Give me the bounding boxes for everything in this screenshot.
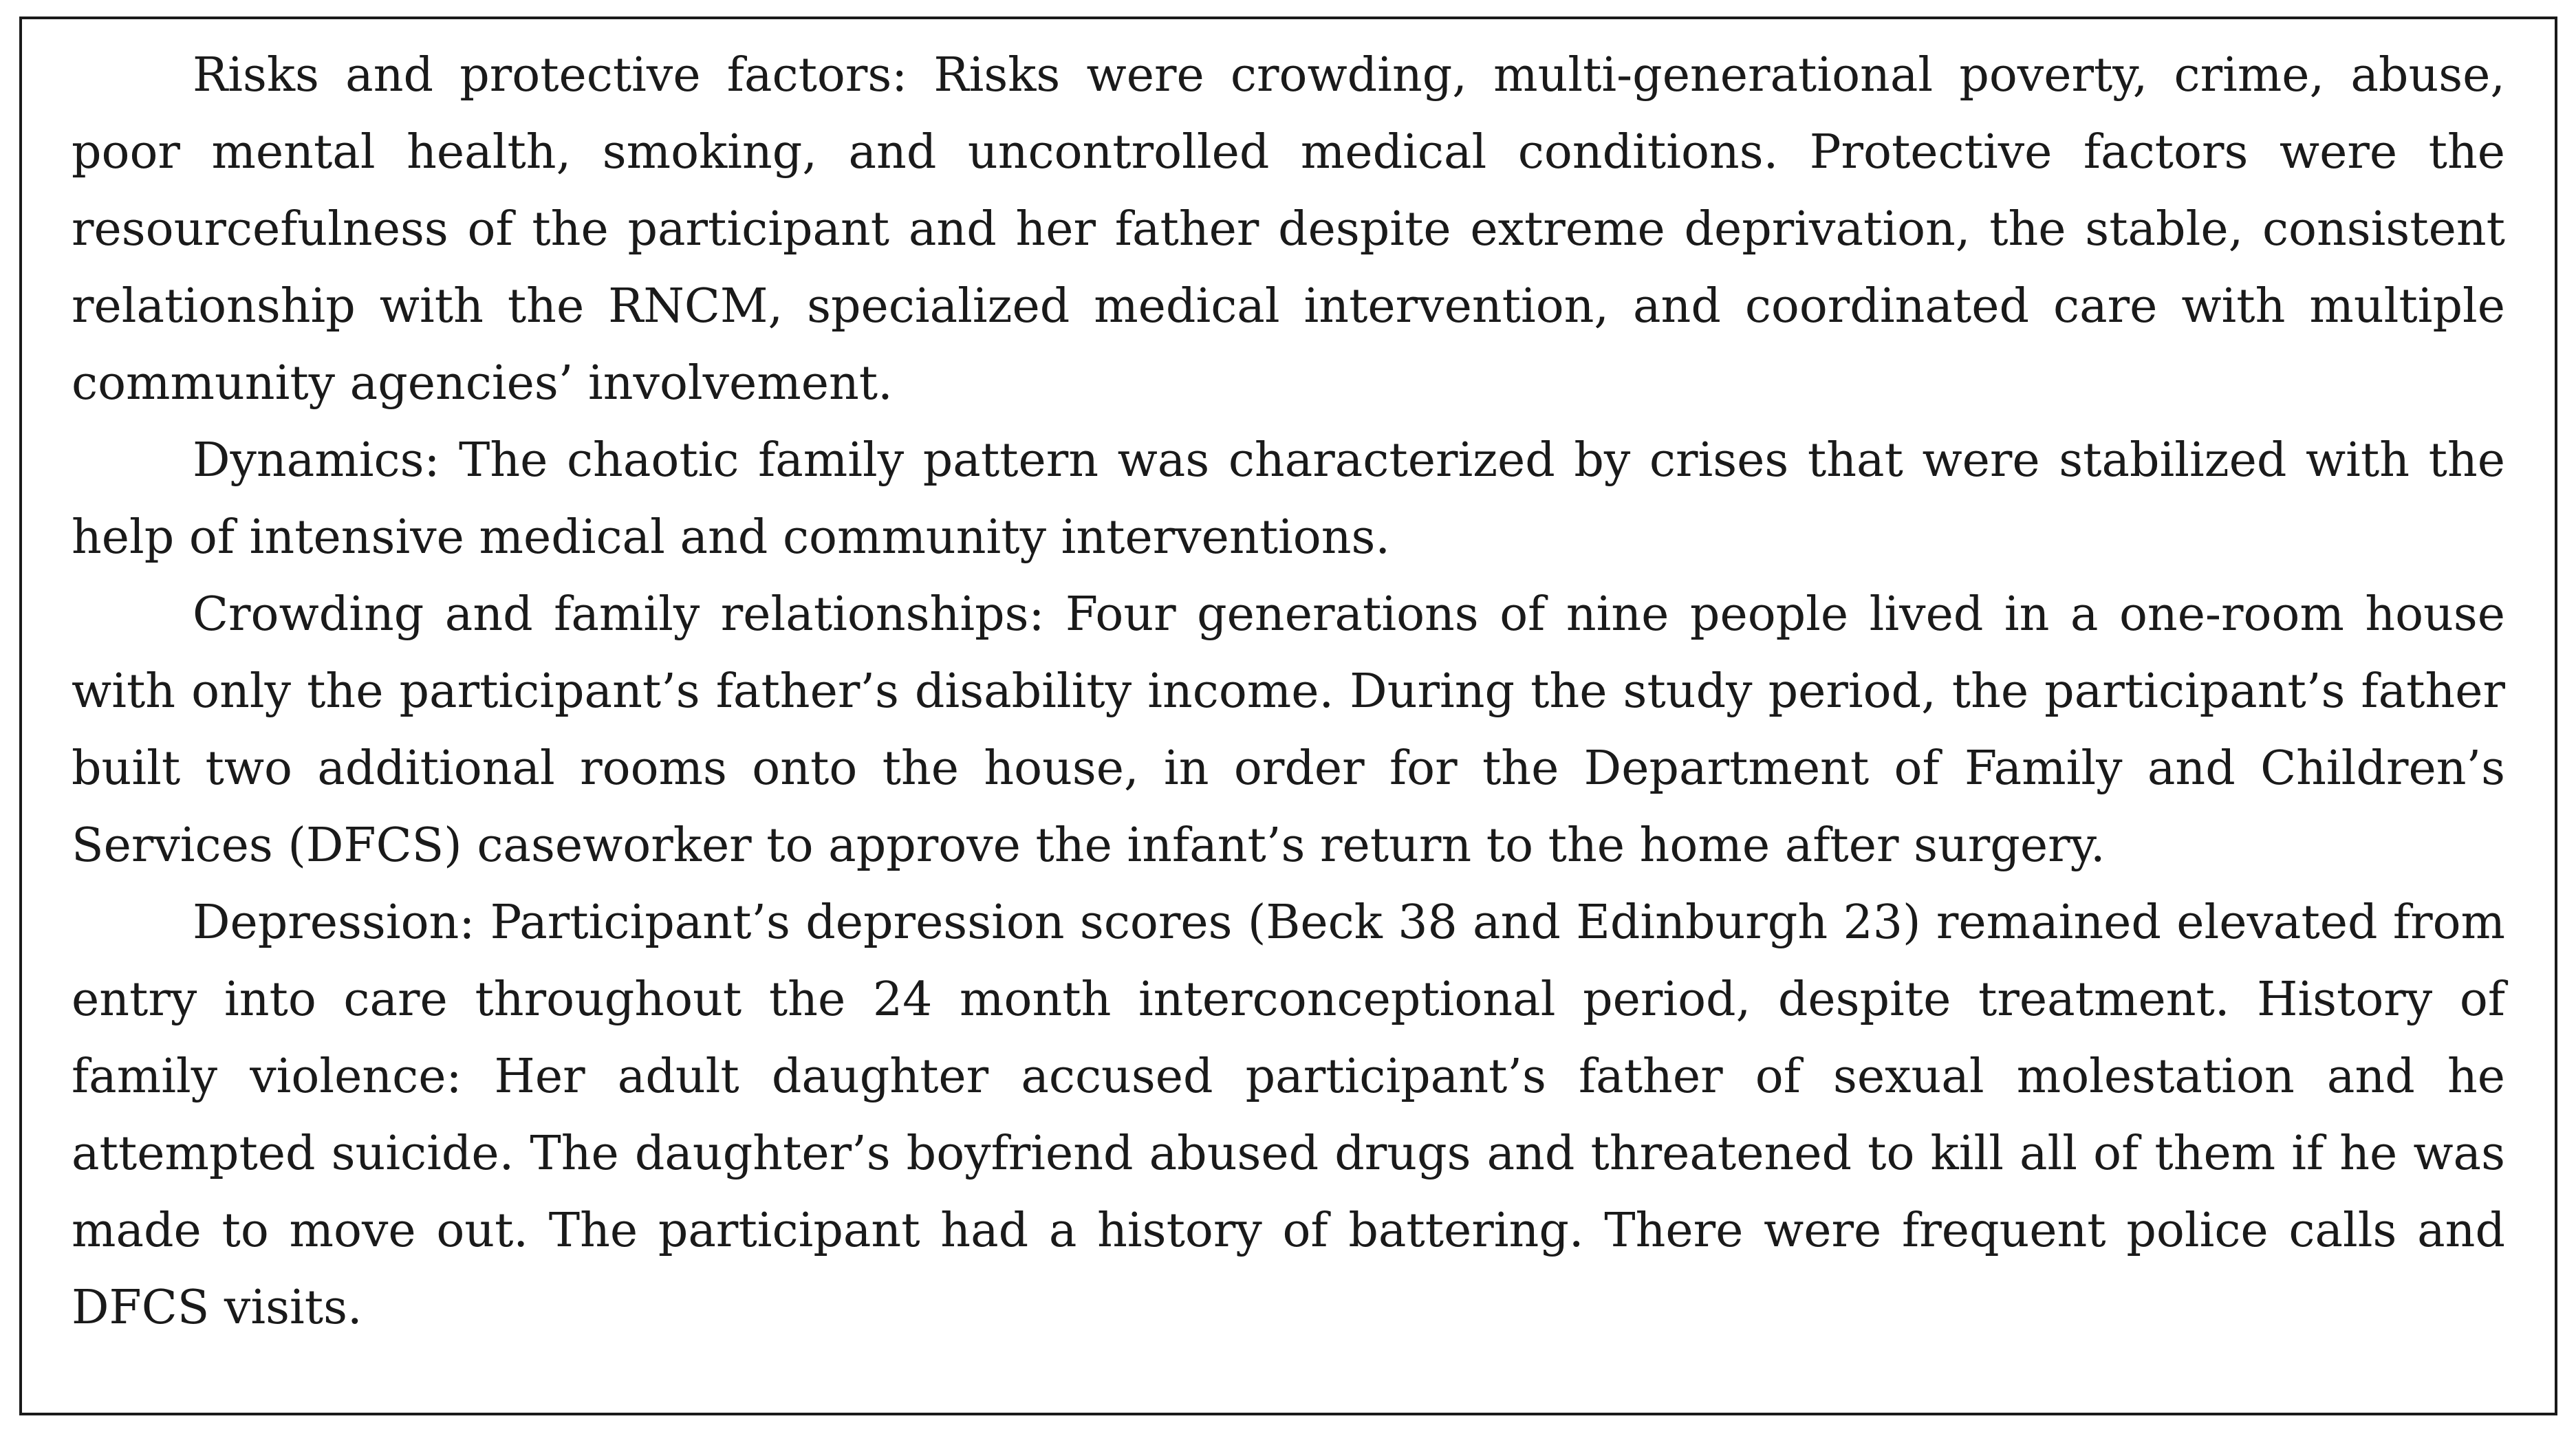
- paragraph-depression-family-violence: Depression: Participant’s depression scores (Beck 38 and Edinburgh 23) remained elevated from entry into care throughout the 24 month interconceptional period, despite treatment. History of family violence: Her adult daughter accused participant’s father of sexual molestation and he attempted suicide. The daughter’s boyfriend abused drugs and threatened to kill all of them if he was made to move out. The participant had a history of battering. There were frequent police calls and DFCS visits.: [72, 895, 2505, 1335]
- paragraph-dynamics: Dynamics: The chaotic family pattern was characterized by crises that were stabilized with the help of intensive medical and community interventions.: [72, 433, 2505, 565]
- paragraph-risks-protective-factors: Risks and protective factors: Risks were crowding, multi-generational poverty, crime, abuse, poor mental health, smoking, and uncontrolled medical conditions. Protective factors were the resourcefulness of the participant and her father despite extreme deprivation, the stable, consistent relationship with the RNCM, specialized medical intervention, and coordinated care with multiple community agencies’ involvement.: [72, 48, 2505, 411]
- case-summary-box: [19, 17, 2557, 1415]
- paragraph-crowding-family-relationships: Crowding and family relationships: Four generations of nine people lived in a one-room house with only the participant’s father’s disability income. During the study period, the participant’s father built two additional rooms onto the house, in order for the Department of Family and Children’s Services (DFCS) caseworker to approve the infant’s return to the home after surgery.: [72, 587, 2505, 873]
